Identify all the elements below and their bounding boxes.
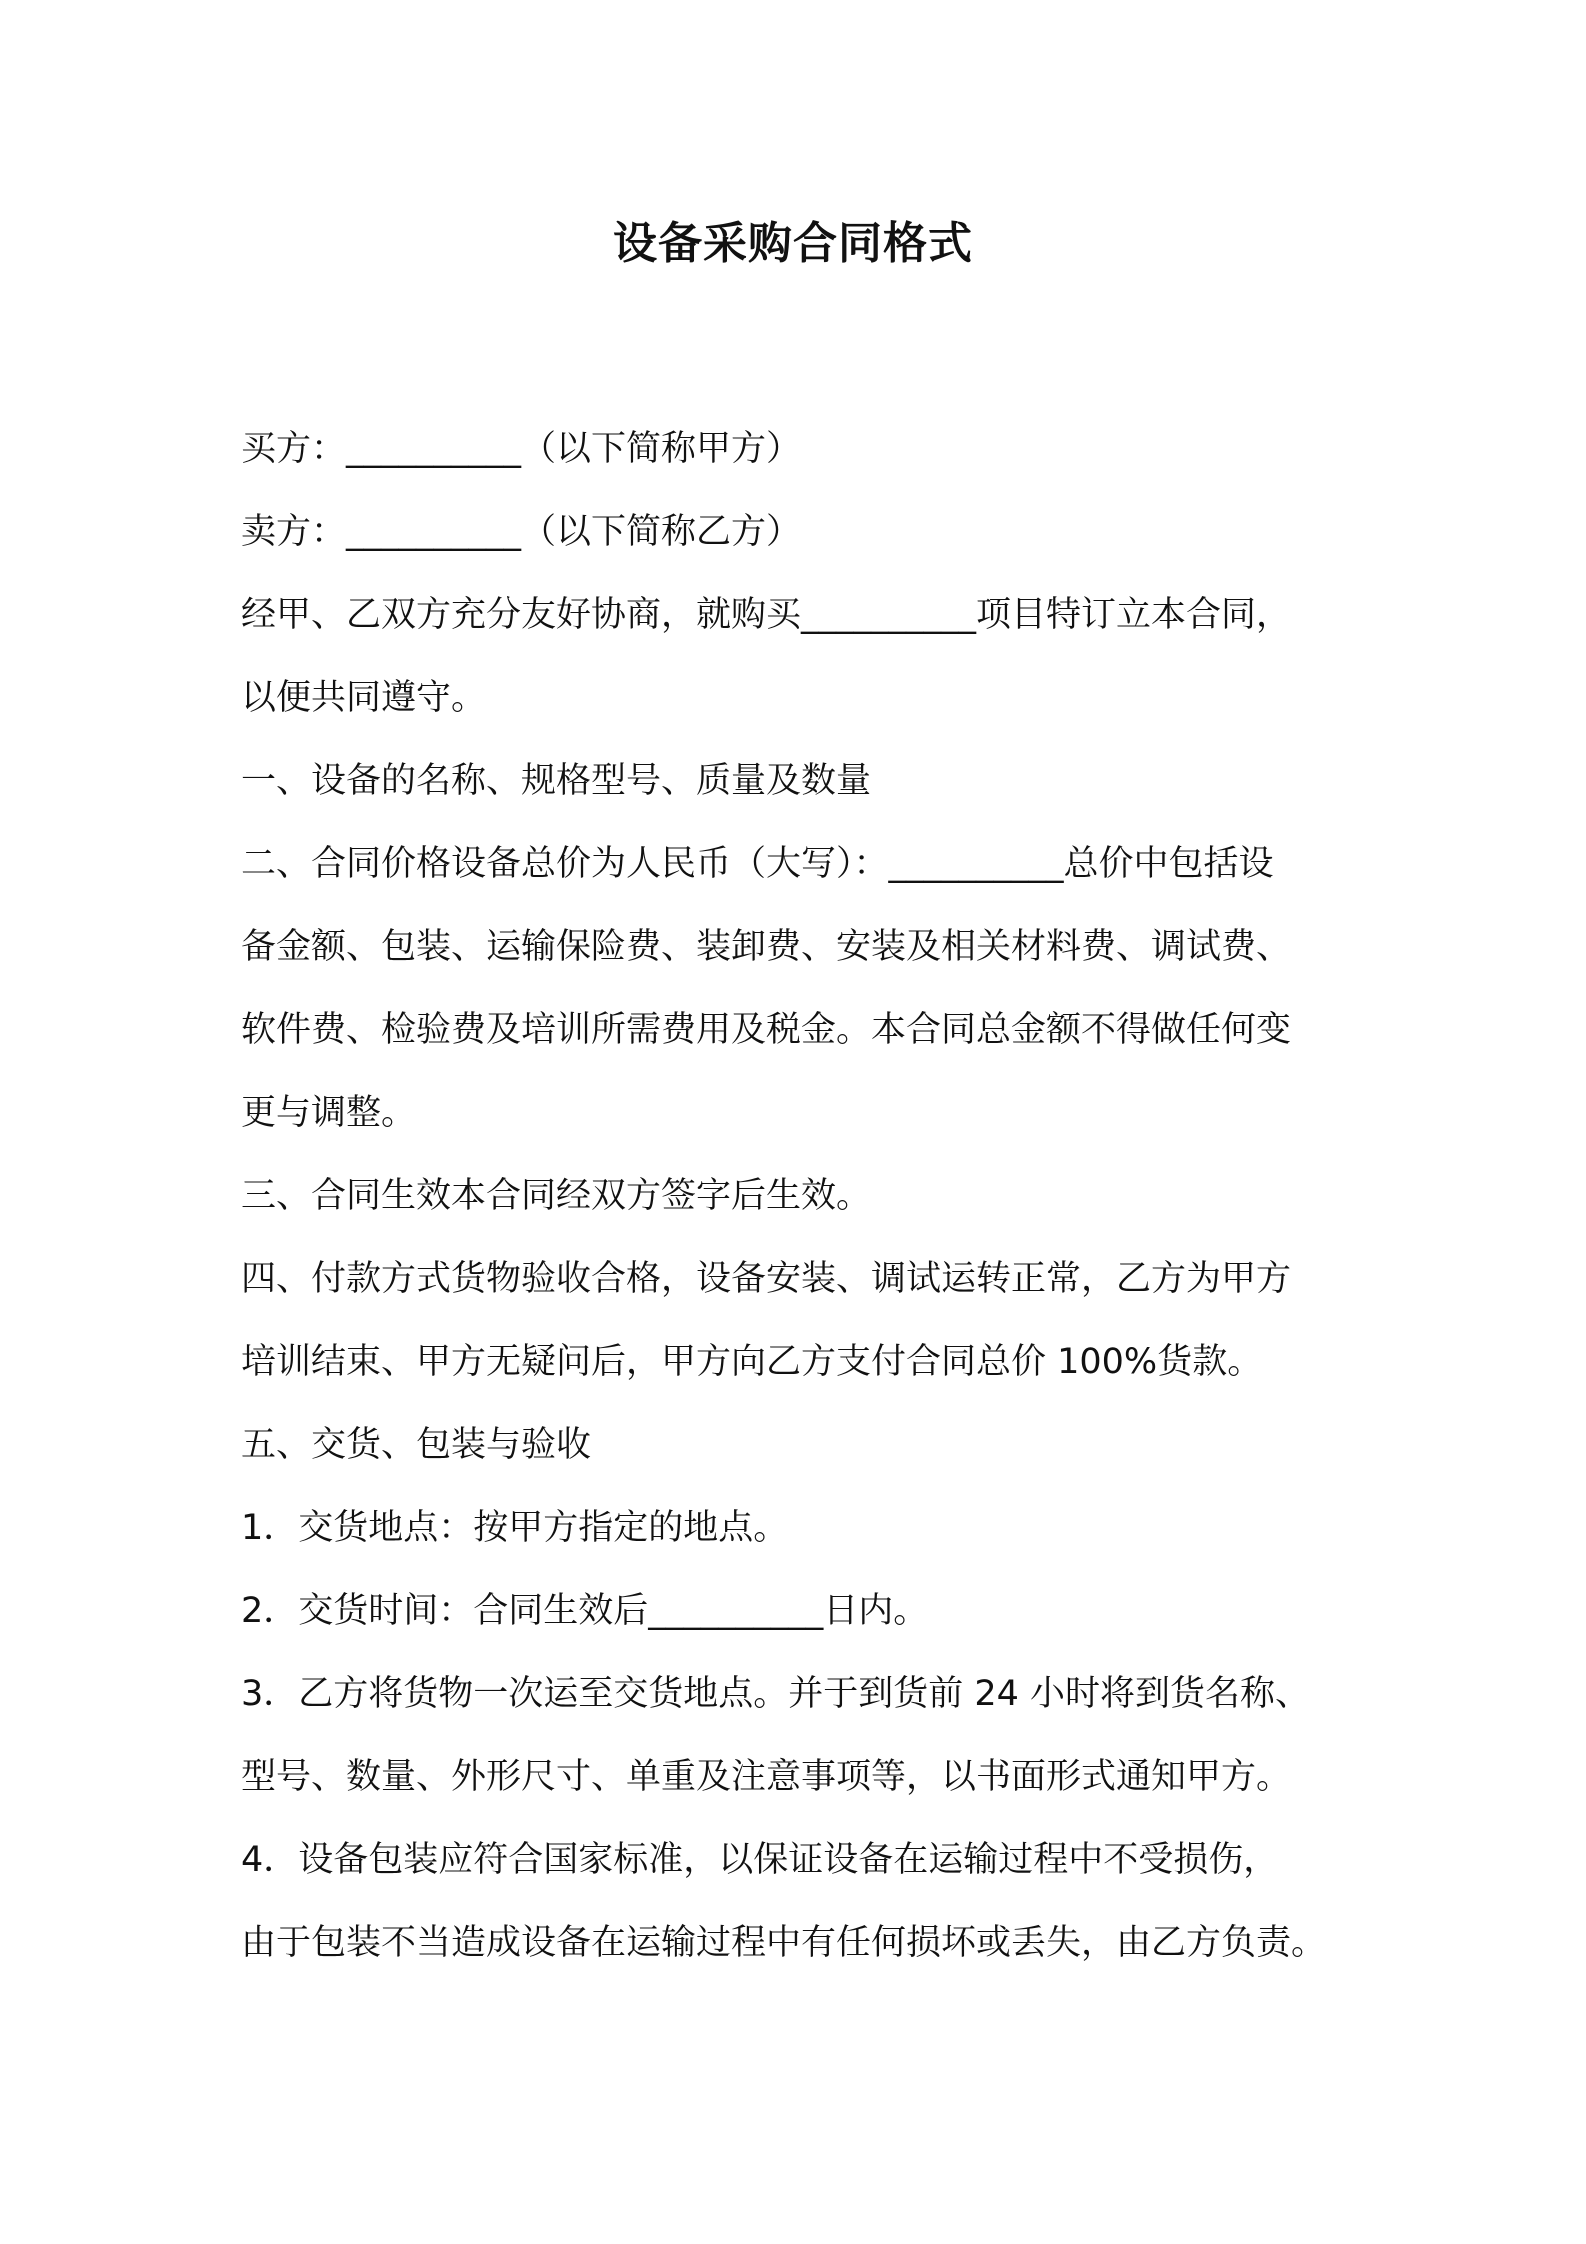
section-2-line-3: 软件费、检验费及培训所需费用及税金。本合同总金额不得做任何变: [241, 1010, 1292, 1050]
clause-2-line: 2．交货时间：合同生效后__________日内。: [241, 1591, 929, 1631]
section-2-line-2: 备金额、包装、运输保险费、装卸费、安装及相关材料费、调试费、: [241, 927, 1292, 967]
preamble-line-1: 经甲、乙双方充分友好协商，就购买__________项目特订立本合同，: [241, 595, 1292, 635]
buyer-line: 买方：__________（以下简称甲方）: [241, 429, 802, 469]
clause-3-line-1: 3．乙方将货物一次运至交货地点。并于到货前 24 小时将到货名称、: [241, 1674, 1311, 1714]
clause-4-line-2: 由于包装不当造成设备在运输过程中有任何损坏或丢失，由乙方负责。: [241, 1923, 1327, 1963]
clause-1-line: 1．交货地点：按甲方指定的地点。: [241, 1508, 789, 1548]
section-1-heading: 一、设备的名称、规格型号、质量及数量: [241, 761, 872, 801]
section-4-line-2: 培训结束、甲方无疑问后，甲方向乙方支付合同总价 100%货款。: [241, 1342, 1263, 1382]
section-3-line: 三、合同生效本合同经双方签字后生效。: [241, 1176, 872, 1216]
section-2-line-1: 二、合同价格设备总价为人民币（大写）：__________总价中包括设: [241, 844, 1274, 884]
clause-3-line-2: 型号、数量、外形尺寸、单重及注意事项等，以书面形式通知甲方。: [241, 1757, 1292, 1797]
clause-4-line-1: 4．设备包装应符合国家标准，以保证设备在运输过程中不受损伤，: [241, 1840, 1279, 1880]
section-2-line-4: 更与调整。: [241, 1093, 417, 1133]
section-5-heading: 五、交货、包装与验收: [241, 1425, 592, 1465]
seller-line: 卖方：__________（以下简称乙方）: [241, 512, 802, 552]
preamble-line-2: 以便共同遵守。: [241, 678, 487, 718]
section-4-line-1: 四、付款方式货物验收合格，设备安装、调试运转正常，乙方为甲方: [241, 1259, 1292, 1299]
document-title: 设备采购合同格式: [613, 218, 973, 269]
document-body: [241, 408, 1361, 1985]
